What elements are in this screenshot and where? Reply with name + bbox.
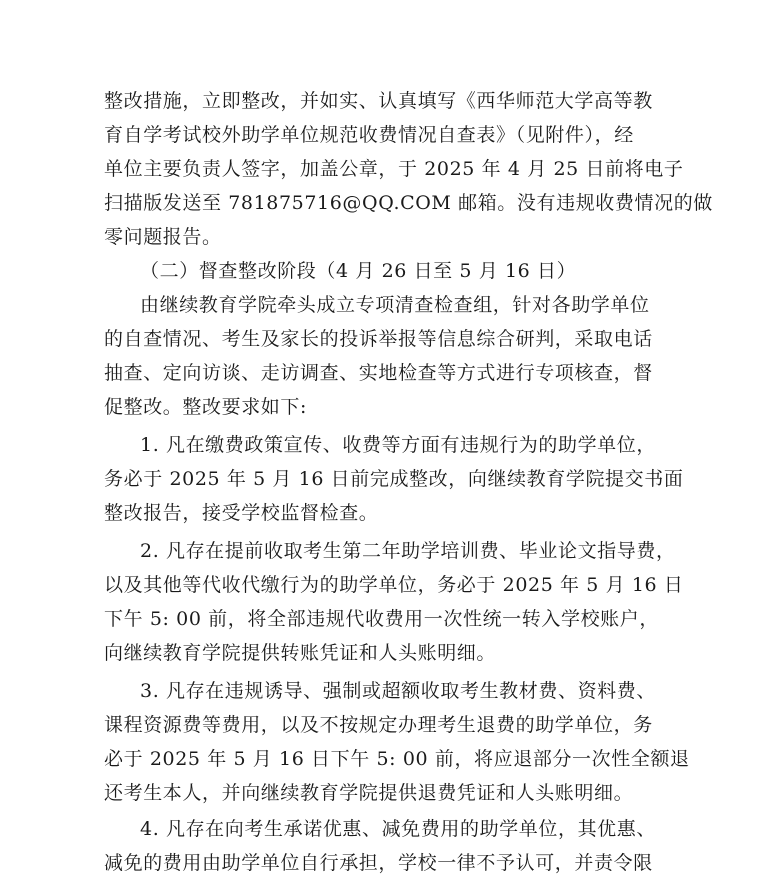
list-item-line: 3. 凡存在违规诱导、强制或超额收取考生教材费、资料费、	[140, 680, 656, 702]
text-line: 的自查情况、考生及家长的投诉举报等信息综合研判，采取电话	[104, 328, 653, 350]
text-line: 下午 5: 00 前，将全部违规代收费用一次性统一转入学校账户，	[104, 608, 659, 630]
text-line: 向继续教育学院提供转账凭证和人头账明细。	[104, 642, 497, 664]
text-line: 还考生本人，并向继续教育学院提供退费凭证和人头账明细。	[104, 782, 634, 804]
list-item-line: 1. 凡在缴费政策宣传、收费等方面有违规行为的助学单位，	[140, 434, 656, 456]
text-line: 育自学考试校外助学单位规范收费情况自查表》（见附件），经	[104, 124, 634, 146]
text-line: 整改措施，立即整改，并如实、认真填写《西华师范大学高等教	[104, 90, 653, 112]
section-heading: （二）督查整改阶段（4 月 26 日至 5 月 16 日）	[140, 260, 577, 282]
text-line: 课程资源费等费用，以及不按规定办理考生退费的助学单位，务	[104, 714, 653, 736]
text-line: 以及其他等代收代缴行为的助学单位，务必于 2025 年 5 月 16 日	[104, 574, 684, 596]
text-line: 零问题报告。	[104, 226, 222, 248]
text-line: 促整改。整改要求如下:	[104, 396, 308, 418]
text-line: 抽查、定向访谈、走访调查、实地检查等方式进行专项核查，督	[104, 362, 653, 384]
text-line: 务必于 2025 年 5 月 16 日前完成整改，向继续教育学院提交书面	[104, 468, 684, 490]
list-item-line: 4. 凡存在向考生承诺优惠、减免费用的助学单位，其优惠、	[140, 818, 656, 840]
text-line: 单位主要负责人签字，加盖公章，于 2025 年 4 月 25 日前将电子	[104, 158, 684, 180]
text-line: 整改报告，接受学校监督检查。	[104, 502, 379, 524]
text-line: 由继续教育学院牵头成立专项清查检查组，针对各助学单位	[140, 294, 650, 316]
text-line: 减免的费用由助学单位自行承担，学校一律不予认可，并责令限	[104, 852, 653, 874]
text-line: 必于 2025 年 5 月 16 日下午 5: 00 前，将应退部分一次性全额退	[104, 748, 690, 770]
list-item-line: 2. 凡存在提前收取考生第二年助学培训费、毕业论文指导费，	[140, 540, 676, 562]
text-line: 扫描版发送至 781875716@QQ.COM 邮箱。没有违规收费情况的做	[104, 192, 713, 214]
